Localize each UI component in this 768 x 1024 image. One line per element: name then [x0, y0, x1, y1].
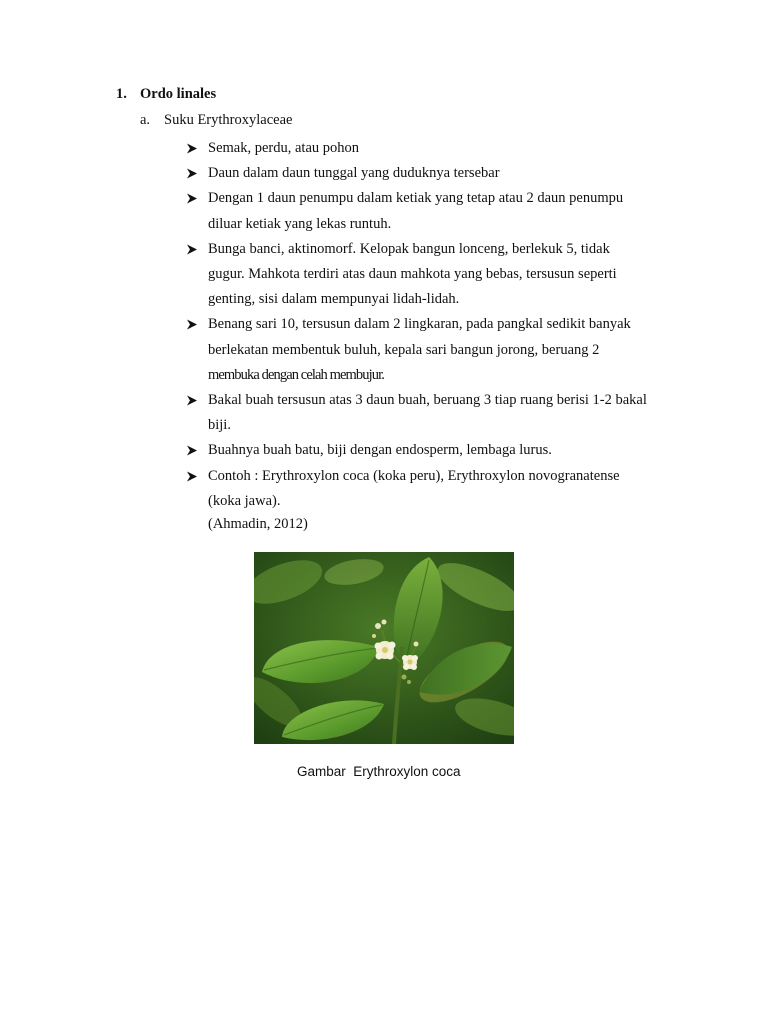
- list-item-text: berlekatan membentuk buluh, kepala sari bangun jorong, beruang 2: [208, 341, 600, 358]
- arrow-bullet-icon: [186, 464, 200, 489]
- list-item-text: Contoh : Erythroxylon coca (koka peru), Erythroxylon novogranatense: [208, 467, 620, 484]
- arrow-bullet-icon: [186, 312, 200, 337]
- list-item: [186, 312, 676, 388]
- list-item-text: Bakal buah tersusun atas 3 daun buah, beruang 3 tiap ruang berisi 1-2 bakal: [208, 392, 647, 409]
- arrow-bullet-icon: [186, 161, 200, 186]
- heading-title: Ordo linales: [140, 86, 217, 102]
- list-item-text: Semak, perdu, atau pohon: [208, 140, 360, 156]
- arrow-bullet-icon: [186, 438, 200, 463]
- list-item-text: Buahnya buah batu, biji dengan endosperm, lembaga lurus.: [208, 442, 552, 459]
- section-heading: [116, 86, 216, 103]
- list-item-text: genting, sisi dalam mempunyai lidah-lidah.: [208, 291, 460, 308]
- list-item-text: Benang sari 10, tersusun dalam 2 lingkaran, pada pangkal sedikit banyak: [208, 316, 631, 333]
- arrow-bullet-icon: [186, 136, 200, 161]
- list-item: [186, 237, 676, 313]
- citation: (Ahmadin, 2012): [208, 516, 308, 532]
- list-item: [186, 186, 676, 236]
- list-item-text: (koka jawa).: [208, 492, 281, 509]
- plant-photo: [254, 552, 514, 744]
- figure-caption: Gambar Erythroxylon coca: [297, 764, 461, 779]
- list-item-text: gugur. Mahkota terdiri atas daun mahkota yang bebas, tersusun seperti: [208, 266, 617, 283]
- erythroxylon-coca-image: [254, 552, 514, 744]
- list-item-text: Dengan 1 daun penumpu dalam ketiak yang tetap atau 2 daun penumpu: [208, 190, 624, 207]
- heading-number: 1.: [116, 86, 127, 102]
- list-item-text: membuka dengan celah membujur.: [208, 366, 384, 383]
- subsection-letter: a.: [140, 112, 151, 128]
- subsection-heading: [140, 112, 292, 129]
- arrow-bullet-icon: [186, 186, 200, 211]
- list-item-text: diluar ketiak yang lekas runtuh.: [208, 215, 392, 232]
- arrow-bullet-icon: [186, 237, 200, 262]
- list-item-text: Daun dalam daun tunggal yang duduknya tersebar: [208, 165, 500, 182]
- list-item: [186, 388, 676, 438]
- list-item: [186, 438, 676, 463]
- characteristics-list: [186, 136, 676, 514]
- list-item: [186, 161, 676, 186]
- list-item-text: Bunga banci, aktinomorf. Kelopak bangun lonceng, berlekuk 5, tidak: [208, 240, 610, 257]
- list-item: [186, 464, 676, 514]
- list-item: [186, 136, 676, 161]
- list-item-text: biji.: [208, 417, 231, 434]
- arrow-bullet-icon: [186, 388, 200, 413]
- subsection-title: Suku Erythroxylaceae: [164, 112, 293, 128]
